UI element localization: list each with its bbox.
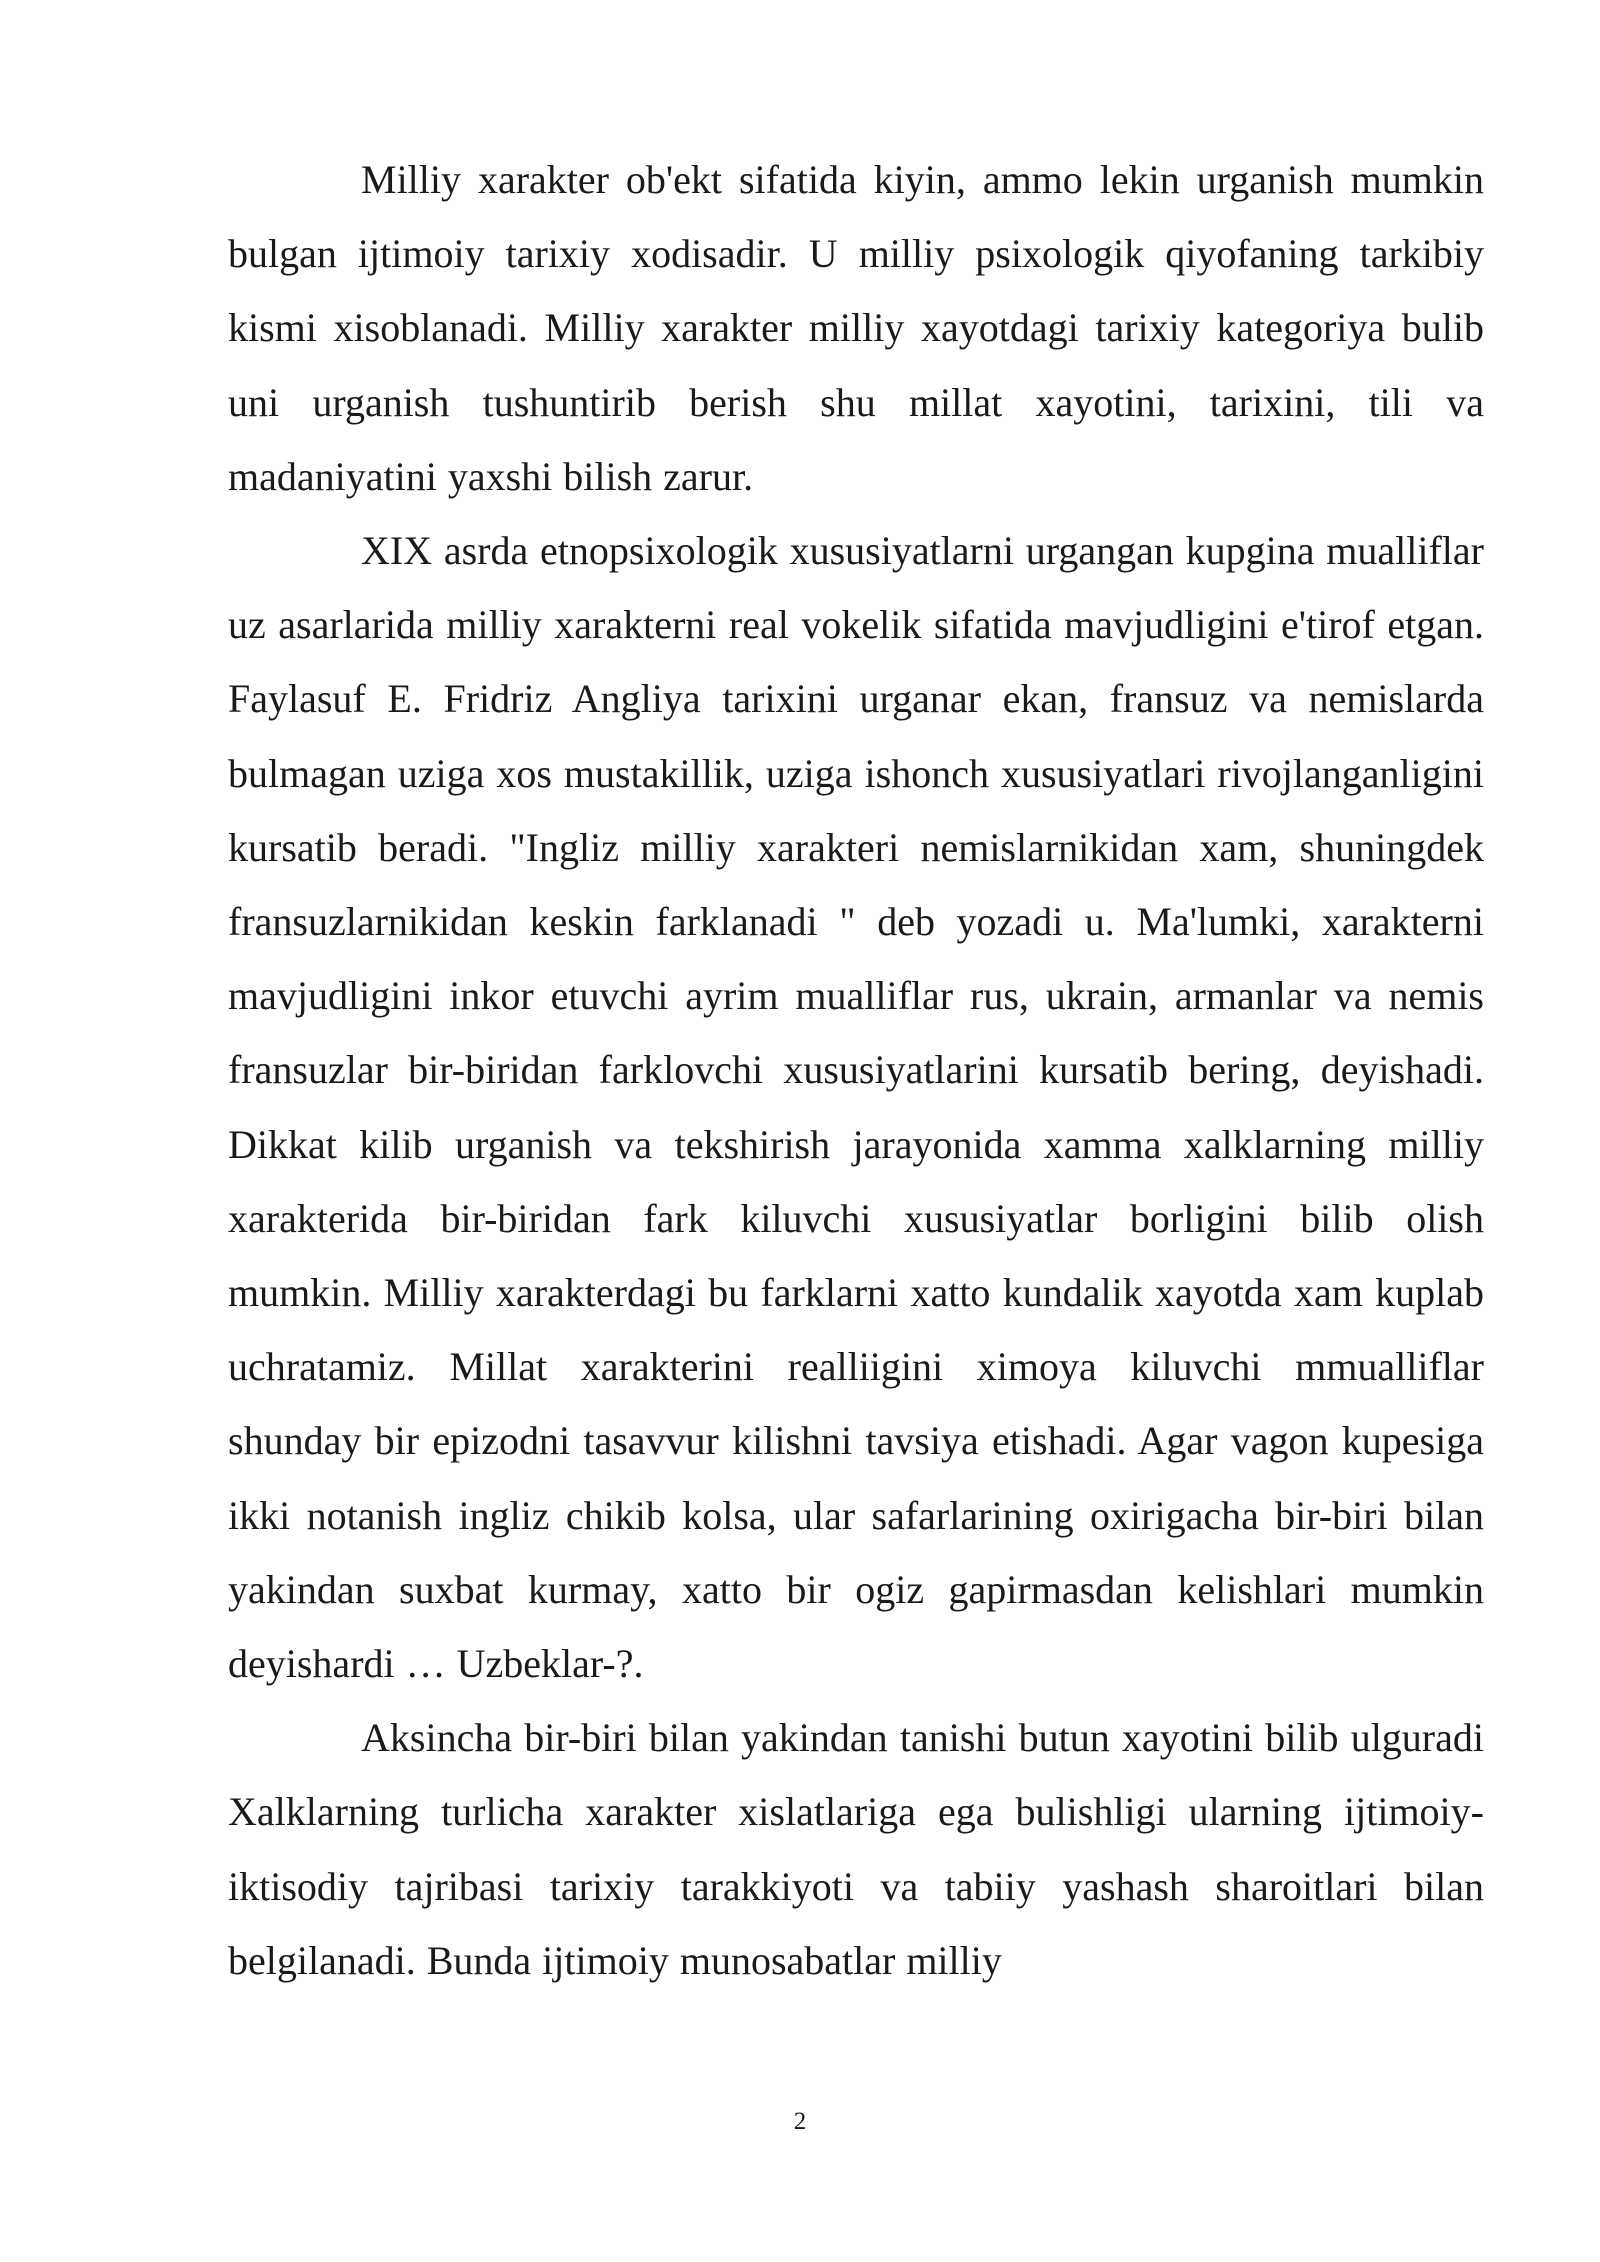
page-number: 2 — [793, 2108, 807, 2135]
body-text — [228, 143, 1484, 1998]
paragraph-1: Milliy xarakter ob'ekt sifatida kiyin, ammo lekin urganish mumkin bulgan ijtimoiy tarixiy xodisadir. U milliy psixologik qiyofaning tarkibiy kismi xisoblanadi. Milliy xarakter milliy xayotdagi tarixiy kategoriya bulib uni urganish tushuntirib berish shu millat xayotini, tarixini, tili va madaniyatini yaxshi bilish zarur. — [228, 157, 1484, 499]
paragraph-3: Aksincha bir-biri bilan yakindan tanishi butun xayotini bilib ulguradi Xalklarning turlicha xarakter xislatlariga ega bulishligi ularning ijtimoiy-iktisodiy tajribasi tarixiy tarakkiyoti va tabiiy yashash sharoitlari bilan belgilanadi. Bunda ijtimoiy munosabatlar milliy — [228, 1715, 1484, 1983]
paragraph-2: XIX asrda etnopsixologik xususiyatlarni urgangan kupgina mualliflar uz asarlarida milliy xarakterni real vokelik sifatida mavjudligini e'tirof etgan. Faylasuf E. Fridriz Angliya tarixini urganar ekan, fransuz va nemislarda bulmagan uziga xos mustakillik, uziga ishonch xususiyatlari rivojlanganligini kursatib beradi. "Ingliz milliy xarakteri nemislarnikidan xam, shuningdek fransuzlarnikidan keskin farklanadi " deb yozadi u. Ma'lumki, xarakterni mavjudligini inkor etuvchi ayrim mualliflar rus, ukrain, armanlar va nemis fransuzlar bir-biridan farklovchi xususiyatlarini kursatib bering, deyishadi. Dikkat kilib urganish va tekshirish jarayonida xamma xalklarning milliy xarakterida bir-biridan fark kiluvchi xususiyatlar borligini bilib olish mumkin. Milliy xarakterdagi bu farklarni xatto kundalik xayotda xam kuplab uchratamiz. Millat xarakterini realliigini ximoya kiluvchi mmualliflar shunday bir epizodni tasavvur kilishni tavsiya etishadi. Agar vagon kupesiga ikki notanish ingliz chikib kolsa, ular safarlarining oxirigacha bir-biri bilan yakindan suxbat kurmay, xatto bir ogiz gapirmasdan kelishlari mumkin deyishardi … Uzbeklar-?. — [228, 528, 1484, 1687]
